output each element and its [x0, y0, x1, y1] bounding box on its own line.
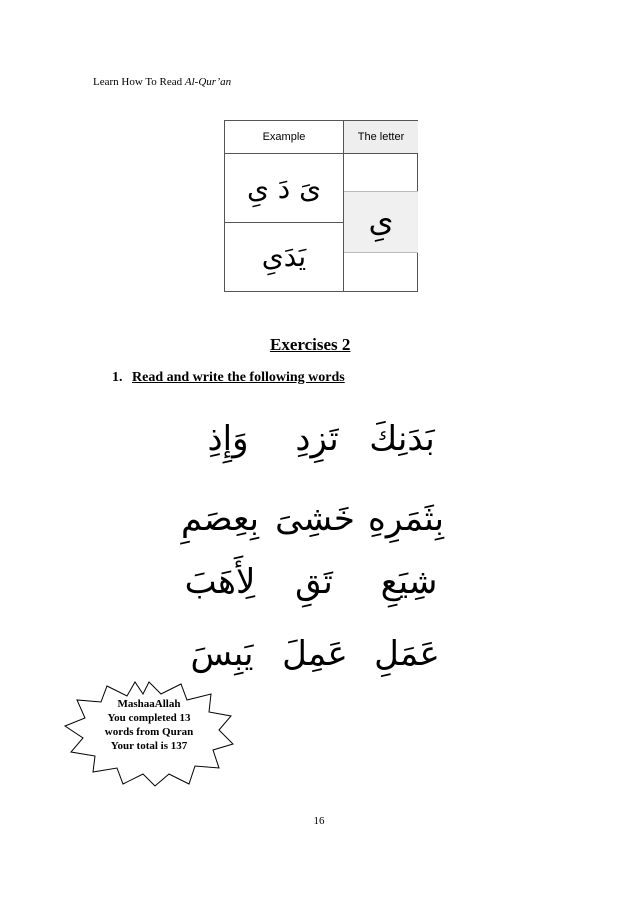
badge-text	[93, 697, 205, 753]
badge-line-2: You completed 13	[107, 712, 191, 724]
table-header-letter: The letter	[344, 121, 418, 153]
instruction-text: Read and write the following words	[132, 370, 345, 385]
table-letter-glyph: یِ	[368, 201, 394, 239]
word-r1-c1: بَدَنِكَ	[369, 419, 435, 459]
badge-line-4: Your total is 137	[110, 740, 188, 752]
page-number: 16	[313, 815, 325, 827]
header-book-title: Al-Qur’an	[184, 76, 232, 88]
table-letter-cell	[344, 191, 418, 253]
exercise-instruction	[112, 370, 345, 386]
word-r4-c2: عَمِلَ	[282, 634, 348, 674]
table-header-divider	[225, 153, 417, 154]
table-example-joined: یَدَیِ	[261, 240, 307, 273]
table-row-divider	[225, 222, 343, 223]
word-r3-c1: شِیَعِ	[380, 562, 438, 602]
instruction-number: 1.	[112, 370, 123, 385]
badge-line-3: words from Quran	[104, 726, 194, 738]
word-r3-c2: تَقِ	[295, 562, 333, 602]
word-r2-c1: بِثَمَرِهِ	[368, 499, 444, 539]
table-example-separate: یَ دَ یِ	[246, 172, 322, 205]
completion-badge	[63, 680, 235, 788]
word-r1-c3: وَإِذِ	[207, 419, 249, 459]
word-r1-c2: تَزِدِ	[295, 419, 339, 459]
running-header	[93, 76, 231, 88]
word-r4-c1: عَمَلِ	[374, 634, 440, 674]
header-prefix: Learn How To Read	[93, 76, 185, 88]
table-header-example: Example	[262, 131, 306, 143]
badge-line-1: MashaaAllah	[117, 698, 181, 710]
word-r2-c2: خَشِیَ	[275, 499, 355, 539]
word-r2-c3: بِعِصَمِ	[181, 499, 259, 539]
letter-table	[224, 120, 418, 292]
word-r3-c3: لِأَهَبَ	[184, 562, 256, 602]
exercise-title: Exercises 2	[270, 335, 351, 354]
word-r4-c3: یَبِسَ	[190, 634, 254, 674]
